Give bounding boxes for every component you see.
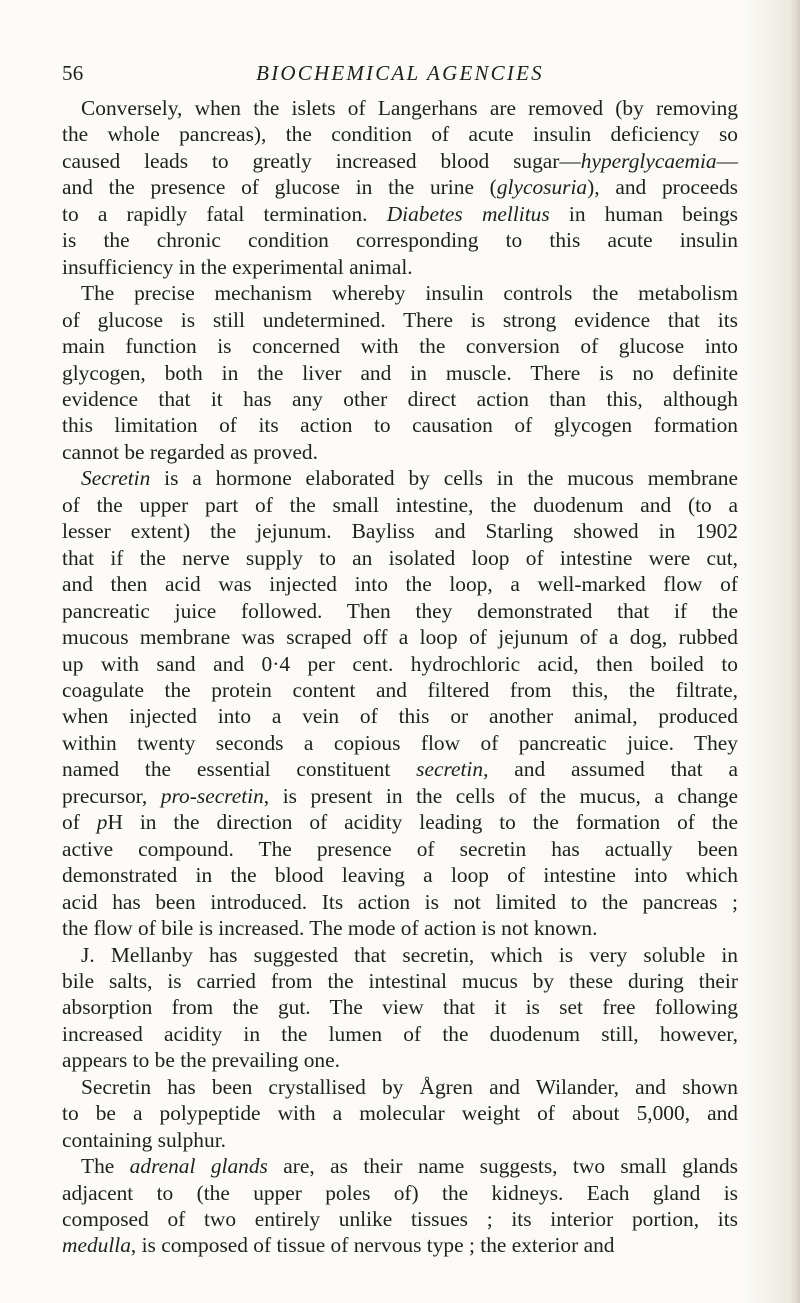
italic-text-span: Secretin — [81, 466, 151, 491]
text-line — [62, 624, 738, 650]
text-span: to a rapidly fatal termination. — [62, 201, 387, 226]
text-line — [62, 386, 738, 412]
text-span: , and assumed that a — [483, 757, 738, 782]
text-line — [62, 1127, 738, 1153]
text-span: ), and proceeds — [587, 175, 738, 200]
text-line — [62, 1074, 738, 1100]
text-span: Secretin has been crystallised by Ågren and Wilander, and shown — [81, 1074, 738, 1099]
italic-text-span: adrenal glands — [129, 1154, 268, 1179]
text-line — [62, 836, 738, 862]
text-span: and then acid was injected into the loop, a well-marked flow of — [62, 572, 738, 597]
text-span: mucous membrane was scraped off a loop of jejunum of a dog, rubbed — [62, 625, 738, 650]
text-span: named the essential constituent — [62, 757, 417, 782]
text-span: pancreatic juice followed. Then they demonstrated that if the — [62, 598, 738, 623]
text-span: increased acidity in the lumen of the duodenum still, however, — [62, 1021, 738, 1046]
italic-text-span: secretin — [416, 757, 484, 782]
text-line — [62, 465, 738, 491]
text-span: absorption from the gut. The view that it is set free following — [62, 995, 738, 1020]
text-line — [62, 492, 738, 518]
text-span: the whole pancreas), the condition of acute insulin deficiency so — [62, 122, 738, 147]
text-span: caused leads to greatly increased blood sugar— — [62, 148, 581, 173]
text-span: bile salts, is carried from the intestinal mucus by these during their — [62, 968, 738, 993]
text-line — [62, 942, 738, 968]
text-span: composed of two entirely unlike tissues ; its interior portion, its — [62, 1207, 738, 1232]
text-line — [62, 889, 738, 915]
text-span: precursor, — [62, 783, 161, 808]
text-span: is the chronic condition corresponding to this acute insulin — [62, 228, 738, 253]
text-span: containing sulphur. — [62, 1127, 226, 1152]
text-span: active compound. The presence of secretin has actually been — [62, 836, 738, 861]
text-span: appears to be the prevailing one. — [62, 1048, 340, 1073]
text-line — [62, 651, 738, 677]
text-line — [62, 968, 738, 994]
italic-text-span: hyperglycaemia — [580, 148, 717, 173]
text-span: lesser extent) the jejunum. Bayliss and Starling showed in 1902 — [62, 519, 738, 544]
text-line — [62, 703, 738, 729]
text-line — [62, 545, 738, 571]
text-span: of the upper part of the small intestine, the duodenum and (to a — [62, 492, 738, 517]
text-span: Conversely, when the islets of Langerhans are removed (by removing — [81, 96, 738, 120]
text-line — [62, 201, 738, 227]
italic-text-span: pro-secretin — [160, 783, 264, 808]
text-span: main function is concerned with the conversion of glucose into — [62, 334, 738, 359]
text-line — [62, 994, 738, 1020]
text-span: that if the nerve supply to an isolated loop of intestine were cut, — [62, 545, 738, 570]
text-line — [62, 95, 738, 121]
text-line — [62, 307, 738, 333]
body-text — [62, 95, 738, 1259]
text-line — [62, 915, 738, 941]
text-span: J. Mellanby has suggested that secretin, which is very soluble in — [81, 942, 738, 967]
text-line — [62, 1180, 738, 1206]
text-span: H in the direction of acidity leading to the formation of the — [107, 810, 738, 835]
text-span: within twenty seconds a copious flow of pancreatic juice. They — [62, 730, 738, 755]
text-span: when injected into a vein of this or another animal, produced — [62, 704, 738, 729]
text-line — [62, 1153, 738, 1179]
page-header — [62, 61, 738, 87]
text-line — [62, 121, 738, 147]
text-span: in human beings — [549, 201, 739, 226]
text-line — [62, 360, 738, 386]
text-span: glycogen, both in the liver and in muscle. There is no definite — [62, 360, 738, 385]
text-line — [62, 148, 738, 174]
italic-text-span: p — [96, 810, 108, 835]
text-span: coagulate the protein content and filtered from this, the filtrate, — [62, 677, 738, 702]
text-span: cannot be regarded as proved. — [62, 439, 318, 464]
text-line — [62, 1047, 738, 1073]
text-span: and the presence of glucose in the urine ( — [62, 175, 497, 200]
text-line — [62, 783, 738, 809]
text-span: is a hormone elaborated by cells in the mucous membrane — [150, 466, 738, 491]
text-span: The — [81, 1154, 130, 1179]
italic-text-span: Diabetes mellitus — [386, 201, 550, 226]
text-line — [62, 174, 738, 200]
text-line — [62, 518, 738, 544]
text-line — [62, 280, 738, 306]
italic-text-span: medulla — [62, 1233, 131, 1258]
text-line — [62, 254, 738, 280]
page-edge-shadow — [790, 0, 800, 1303]
text-line — [62, 730, 738, 756]
text-span: , is composed of tissue of nervous type ; the exterior and — [130, 1233, 615, 1258]
text-line — [62, 439, 738, 465]
running-head: BIOCHEMICAL AGENCIES — [256, 61, 544, 85]
text-line — [62, 677, 738, 703]
text-span: the flow of bile is increased. The mode of action is not known. — [62, 916, 598, 941]
text-line — [62, 598, 738, 624]
text-span: this limitation of its action to causation of glycogen formation — [62, 413, 738, 438]
text-span: up with sand and 0·4 per cent. hydrochloric acid, then boiled to — [62, 651, 738, 676]
text-line — [62, 809, 738, 835]
text-span: , is present in the cells of the mucus, a change — [263, 783, 738, 808]
text-span: insufficiency in the experimental animal. — [62, 254, 413, 279]
text-span: The precise mechanism whereby insulin controls the metabolism — [81, 281, 738, 306]
text-span: evidence that it has any other direct action than this, although — [62, 386, 738, 411]
text-line — [62, 412, 738, 438]
italic-text-span: glycosuria — [496, 175, 588, 200]
text-line — [62, 1100, 738, 1126]
text-line — [62, 1021, 738, 1047]
text-line — [62, 862, 738, 888]
text-span: — — [716, 148, 738, 173]
page-number: 56 — [62, 61, 84, 85]
text-span: acid has been introduced. Its action is not limited to the pancreas ; — [62, 889, 738, 914]
text-span: adjacent to (the upper poles of) the kidneys. Each gland is — [62, 1180, 738, 1205]
text-line — [62, 571, 738, 597]
text-line — [62, 333, 738, 359]
text-line — [62, 227, 738, 253]
text-span: of — [62, 810, 97, 835]
text-line — [62, 1232, 738, 1258]
text-line — [62, 756, 738, 782]
text-span: are, as their name suggests, two small glands — [267, 1154, 739, 1179]
text-line — [62, 1206, 738, 1232]
text-span: of glucose is still undetermined. There is strong evidence that its — [62, 307, 738, 332]
text-span: to be a polypeptide with a molecular weight of about 5,000, and — [62, 1101, 738, 1126]
text-span: demonstrated in the blood leaving a loop of intestine into which — [62, 863, 738, 888]
